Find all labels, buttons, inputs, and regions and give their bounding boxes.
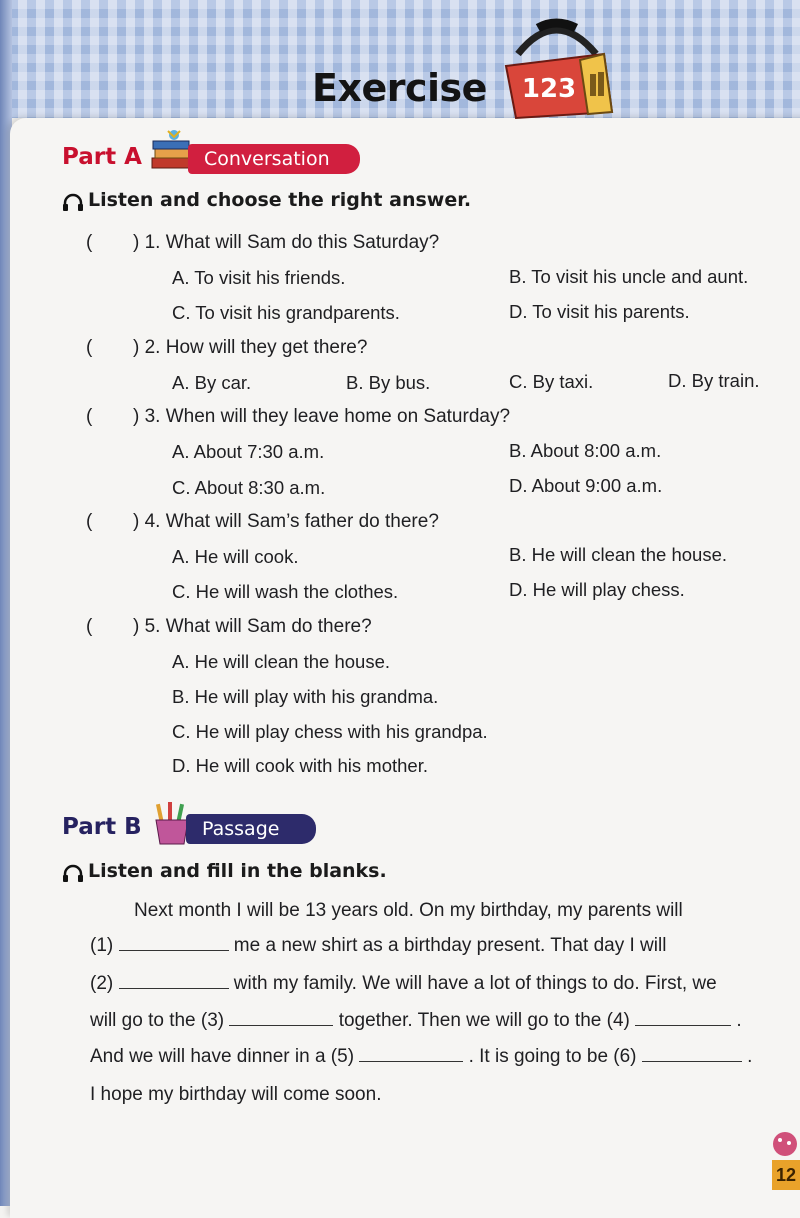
answer-paren[interactable]: (	[86, 232, 93, 253]
passage-text: .	[736, 1010, 742, 1031]
q3-option-a: A. About 7:30 a.m.	[172, 441, 325, 462]
q3-option-d: D. About 9:00 a.m.	[509, 475, 663, 496]
passage-text: will go to the (3)	[90, 1010, 225, 1031]
passage-text: And we will have dinner in a (5)	[90, 1046, 355, 1067]
passage-line-3	[90, 973, 800, 995]
passage-text: Next month I will be 13 years old. On my birthday, my parents will	[134, 900, 683, 921]
blank-5-field[interactable]	[359, 1047, 463, 1062]
passage-text: .	[747, 1046, 753, 1067]
question-4-text: ) 4. What will Sam’s father do there?	[133, 511, 439, 532]
q4-option-d: D. He will play chess.	[509, 579, 685, 600]
passage-text: . It is going to be (6)	[468, 1046, 637, 1067]
answer-paren[interactable]: (	[86, 406, 93, 427]
blank-6-field[interactable]	[642, 1047, 742, 1062]
passage-text: together. Then we will go to the (4)	[338, 1010, 630, 1031]
passage-text: I hope my birthday will come soon.	[90, 1084, 382, 1105]
question-2-text: ) 2. How will they get there?	[133, 337, 368, 358]
answer-paren[interactable]: (	[86, 337, 93, 358]
blank-2-field[interactable]	[119, 974, 229, 989]
part-a-pill: Conversation	[188, 144, 360, 174]
q4-option-a: A. He will cook.	[172, 546, 299, 567]
q1-option-a: A. To visit his friends.	[172, 267, 346, 288]
passage-text: me a new shirt as a birthday present. That day I will	[233, 935, 667, 956]
part-b-pill: Passage	[186, 814, 316, 844]
question-3-text: ) 3. When will they leave home on Saturday?	[133, 406, 511, 427]
passage-line-5	[90, 1046, 800, 1068]
cupcake-icon	[770, 1130, 800, 1162]
q3-option-c: C. About 8:30 a.m.	[172, 477, 326, 498]
part-a-instruction: Listen and choose the right answer.	[88, 189, 472, 211]
part-a-label: Part A	[62, 144, 142, 170]
q5-option-a: A. He will clean the house.	[172, 651, 391, 672]
passage-text: with my family. We will have a lot of things to do. First, we	[233, 973, 717, 994]
page-number: 12	[772, 1160, 800, 1190]
question-5-text: ) 5. What will Sam do there?	[133, 616, 372, 637]
q4-option-b: B. He will clean the house.	[509, 544, 728, 565]
blank-1-field[interactable]	[119, 936, 229, 951]
blank-number: (2)	[90, 973, 114, 994]
q1-option-d: D. To visit his parents.	[509, 301, 690, 322]
part-b-label: Part B	[62, 814, 142, 840]
blank-4-field[interactable]	[635, 1011, 731, 1026]
q3-option-b: B. About 8:00 a.m.	[509, 440, 662, 461]
headphones-icon	[62, 863, 84, 883]
question-1-text: ) 1. What will Sam do this Saturday?	[133, 232, 440, 253]
passage-line-4	[90, 1010, 800, 1032]
q2-option-d: D. By train.	[668, 370, 760, 391]
blank-number: (1)	[90, 935, 114, 956]
answer-paren[interactable]: (	[86, 616, 93, 637]
q1-option-c: C. To visit his grandparents.	[172, 302, 400, 323]
q2-option-c: C. By taxi.	[509, 371, 594, 392]
lunchbox-badge-icon	[496, 14, 616, 124]
q2-option-a: A. By car.	[172, 372, 252, 393]
q1-option-b: B. To visit his uncle and aunt.	[509, 266, 749, 287]
q5-option-b: B. He will play with his grandma.	[172, 686, 439, 707]
q5-option-d: D. He will cook with his mother.	[172, 755, 429, 776]
headphones-icon	[62, 192, 84, 212]
q4-option-c: C. He will wash the clothes.	[172, 581, 399, 602]
blank-3-field[interactable]	[229, 1011, 333, 1026]
q2-option-b: B. By bus.	[346, 372, 431, 393]
answer-paren[interactable]: (	[86, 511, 93, 532]
passage-line-6	[90, 1084, 381, 1106]
passage-line-1	[134, 900, 798, 922]
page-title: Exercise	[312, 66, 487, 110]
part-b-instruction: Listen and fill in the blanks.	[88, 860, 387, 882]
passage-line-2	[90, 935, 800, 957]
q5-option-c: C. He will play chess with his grandpa.	[172, 721, 488, 742]
exercise-number-badge: 123	[521, 74, 577, 104]
